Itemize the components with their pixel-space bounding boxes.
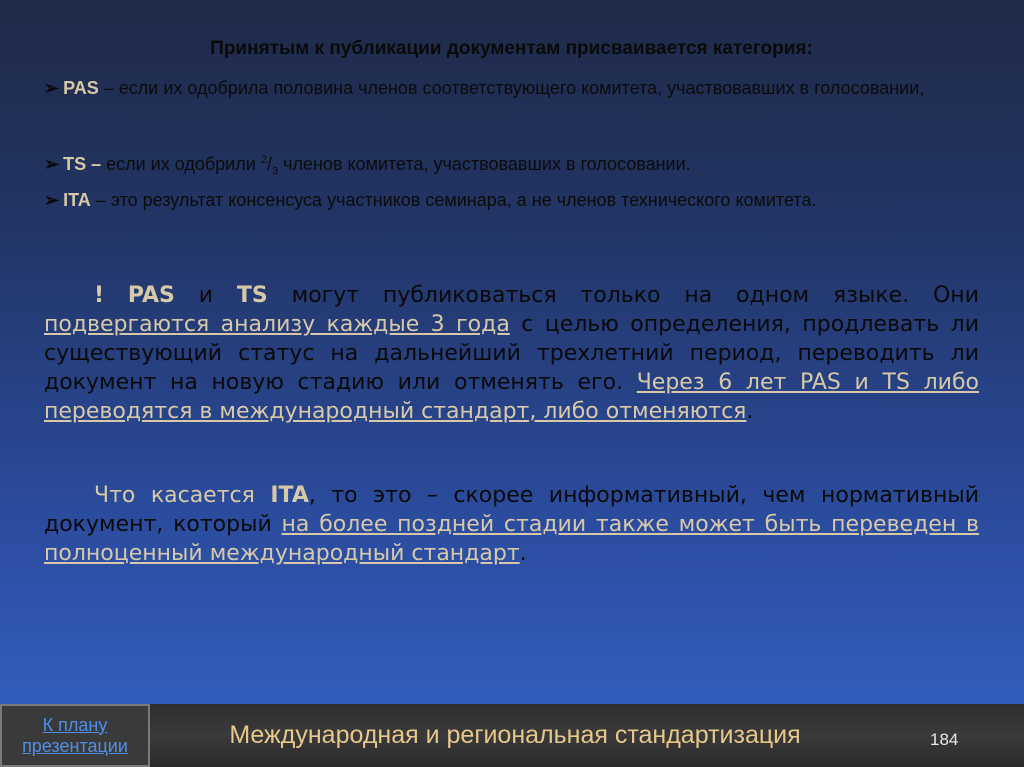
bullet-text: – это результат консенсуса участников семинара, а не членов технического комитета. bbox=[90, 190, 817, 210]
plan-link-line2[interactable]: презентации bbox=[22, 735, 128, 756]
bullet-tag: PAS bbox=[63, 78, 99, 98]
term-ita: ITA bbox=[270, 483, 309, 508]
underlined-text: на более поздней стадии также может быть переведен в полноценный международный стандарт bbox=[44, 512, 979, 566]
exclamation-mark: ! bbox=[94, 283, 105, 308]
underlined-text: Через 6 лет PAS и TS либо переводятся в международный стандарт, либо отменяются bbox=[44, 370, 979, 424]
text-run: , то это – скорее информативный, чем нормативный документ, который bbox=[44, 483, 980, 537]
plan-link-line1[interactable]: К плану bbox=[42, 714, 108, 735]
arrow-bullet-icon: ➢ bbox=[44, 154, 60, 174]
page-number: 184 bbox=[930, 730, 959, 749]
bullet-text: членов комитета, участвовавших в голосовании. bbox=[278, 154, 691, 174]
fraction-numerator: 2 bbox=[260, 154, 267, 166]
bullet-ita bbox=[44, 188, 979, 213]
paragraph-pas-ts bbox=[44, 281, 979, 426]
text-run: . bbox=[519, 541, 527, 566]
text-run: и bbox=[174, 283, 237, 308]
text-run: . bbox=[746, 399, 754, 424]
bullet-text: – если их одобрила половина членов соответствующего комитета, участвовавших в голосовании, bbox=[98, 78, 925, 98]
arrow-bullet-icon: ➢ bbox=[44, 78, 60, 98]
bullet-ts bbox=[44, 148, 979, 185]
footer-title: Международная и региональная стандартизация bbox=[229, 721, 801, 749]
arrow-bullet-icon: ➢ bbox=[44, 190, 60, 210]
paragraph-ita bbox=[44, 481, 979, 568]
text-run: могут публиковаться только на одном языке. Они bbox=[267, 283, 979, 308]
term-ts: TS bbox=[236, 283, 268, 308]
text-run: Что касается bbox=[94, 483, 271, 508]
text-run: с целью определения, продлевать ли существующий статус на дальнейший трехлетний период, переводить ли документ на новую стадию или отменять его. bbox=[44, 312, 979, 395]
bullet-tag: TS – bbox=[63, 154, 102, 174]
underlined-text: подвергаются анализу каждые 3 года bbox=[44, 312, 510, 337]
fraction-denominator: 3 bbox=[271, 165, 279, 178]
term-pas: PAS bbox=[127, 283, 175, 308]
slide-title: Принятым к публикации документам присваивается категория: bbox=[210, 38, 813, 59]
back-to-plan-button[interactable] bbox=[0, 704, 150, 767]
fraction-slash: / bbox=[266, 154, 272, 174]
bullet-text: если их одобрили bbox=[101, 154, 261, 174]
bullet-pas bbox=[44, 76, 979, 101]
bullet-tag: ITA bbox=[63, 190, 91, 210]
